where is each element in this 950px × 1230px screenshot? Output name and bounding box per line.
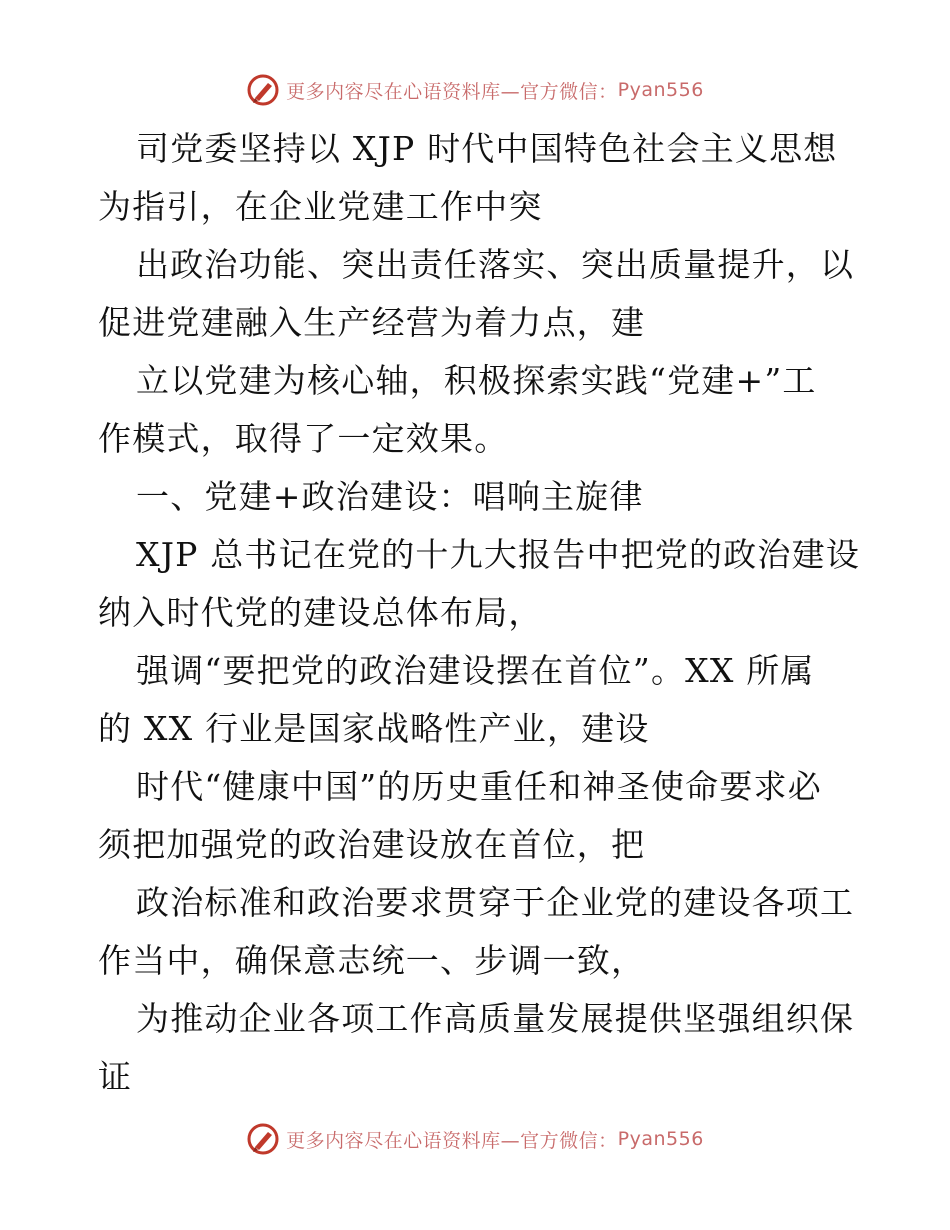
- text-line: 时代“健康中国”的历史重任和神圣使命要求必: [136, 767, 822, 806]
- text-line: 为推动企业各项工作高质量发展提供坚强组织保: [136, 999, 855, 1038]
- text-line: 须把加强党的政治建设放在首位，把: [98, 825, 646, 864]
- footer-watermark: [0, 1119, 950, 1159]
- text-line: 证: [98, 1057, 133, 1096]
- watermark-id: Pyan556: [617, 79, 704, 101]
- text-line: XJP 总书记在党的十九大报告中把党的政治建设: [136, 535, 861, 574]
- pen-logo-icon: [246, 1122, 280, 1156]
- text-line: 作模式，取得了一定效果。: [98, 419, 509, 458]
- text-line: 立以党建为核心轴，积极探索实践“党建+”工: [136, 361, 817, 400]
- watermark-id: Pyan556: [617, 1128, 704, 1150]
- text-line: 司党委坚持以 XJP 时代中国特色社会主义思想: [136, 129, 838, 168]
- watermark-text: 更多内容尽在心语资料库—官方微信：: [286, 80, 618, 103]
- text-line: 的 XX 行业是国家战略性产业，建设: [98, 709, 650, 748]
- text-line: 出政治功能、突出责任落实、突出质量提升，以: [136, 245, 855, 284]
- section-heading: 一、党建+政治建设：唱响主旋律: [136, 477, 644, 516]
- text-line: 纳入时代党的建设总体布局，: [98, 593, 543, 632]
- text-line: 促进党建融入生产经营为着力点，建: [98, 303, 646, 342]
- text-line: 作当中，确保意志统一、步调一致，: [98, 941, 646, 980]
- header-watermark: [0, 70, 950, 110]
- document-body: [98, 120, 861, 1106]
- text-line: 为指引，在企业党建工作中突: [98, 187, 543, 226]
- pen-logo-icon: [246, 73, 280, 107]
- watermark-text: 更多内容尽在心语资料库—官方微信：: [286, 1129, 618, 1152]
- text-line: 政治标准和政治要求贯穿于企业党的建设各项工: [136, 883, 855, 922]
- text-line: 强调“要把党的政治建设摆在首位”。XX 所属: [136, 651, 815, 690]
